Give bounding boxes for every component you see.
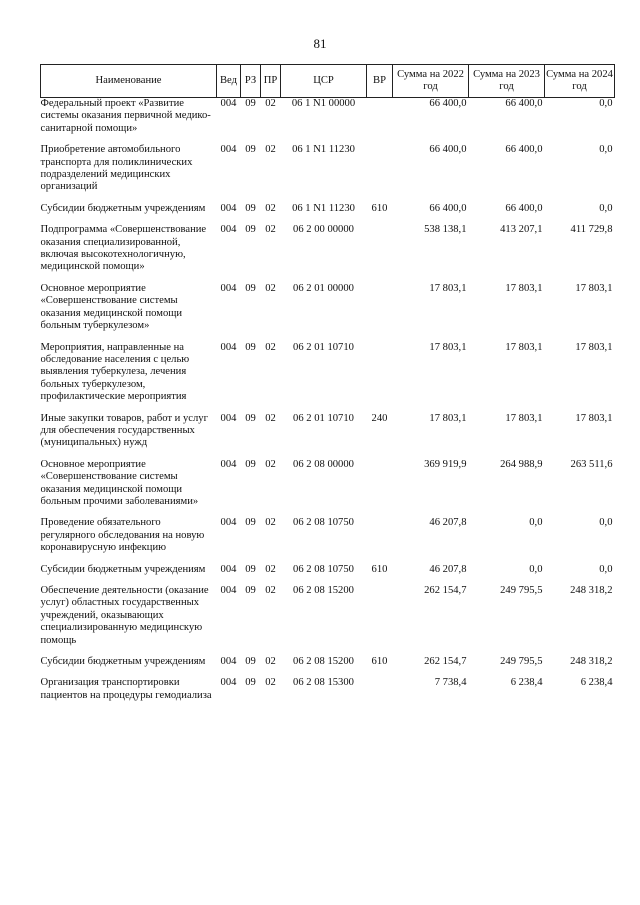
cell-rz: 09 <box>245 517 256 529</box>
table-row <box>41 459 615 518</box>
header-ved: Вед <box>217 65 241 98</box>
cell-sum-2024: 411 729,8 <box>570 224 613 236</box>
cell-sum-2023: 17 803,1 <box>505 282 543 294</box>
cell-ved: 004 <box>220 144 237 156</box>
cell-rz: 09 <box>245 202 256 214</box>
cell-ved: 004 <box>220 563 237 575</box>
cell-ved: 004 <box>220 224 237 236</box>
cell-pr: 02 <box>265 677 276 689</box>
cell-rz: 09 <box>245 458 256 470</box>
cell-name: Приобретение автомобильного транспорта для поликлинических подразделений медицинских организаций <box>40 144 193 193</box>
header-sum-2022: Сумма на 2022 год <box>393 65 469 98</box>
cell-vr: 610 <box>371 656 388 668</box>
cell-ved: 004 <box>220 341 237 353</box>
cell-name: Подпрограмма «Совершенствование оказания специализированной, включая высокотехнологичную, медицинской помощи» <box>40 224 207 273</box>
budget-table <box>40 64 615 711</box>
cell-sum-2023: 66 400,0 <box>505 98 543 109</box>
cell-ved: 004 <box>220 98 237 109</box>
cell-vr: 610 <box>371 202 388 214</box>
cell-rz: 09 <box>245 656 256 668</box>
cell-ved: 004 <box>220 282 237 294</box>
cell-name: Федеральный проект «Развитие системы оказания первичной медико-санитарной помощи» <box>40 98 211 134</box>
cell-sum-2022: 538 138,1 <box>424 224 467 236</box>
cell-ved: 004 <box>220 412 237 424</box>
header-rz: РЗ <box>241 65 261 98</box>
cell-vr <box>367 585 393 656</box>
cell-sum-2022: 46 207,8 <box>429 563 467 575</box>
cell-ved: 004 <box>220 656 237 668</box>
cell-sum-2024: 0,0 <box>599 144 613 156</box>
table-row <box>41 342 615 413</box>
cell-pr: 02 <box>265 224 276 236</box>
cell-sum-2022: 66 400,0 <box>429 144 467 156</box>
cell-sum-2024: 17 803,1 <box>575 341 613 353</box>
cell-rz: 09 <box>245 224 256 236</box>
header-sum-2023: Сумма на 2023 год <box>469 65 545 98</box>
table-row <box>41 413 615 459</box>
cell-sum-2024: 6 238,4 <box>580 677 613 689</box>
table-body <box>41 98 615 712</box>
cell-name: Основное мероприятие «Совершенствование системы оказания медицинской помощи больным туберкулезом» <box>40 282 183 332</box>
cell-vr: 610 <box>371 563 388 575</box>
cell-name: Иные закупки товаров, работ и услуг для обеспечения государственных (муниципальных) нужд <box>40 412 208 449</box>
header-vr: ВР <box>367 65 393 98</box>
cell-sum-2022: 262 154,7 <box>424 656 467 668</box>
cell-sum-2024: 0,0 <box>599 98 613 109</box>
cell-vr: 240 <box>371 412 388 424</box>
cell-sum-2022: 66 400,0 <box>429 202 467 214</box>
cell-pr: 02 <box>265 144 276 156</box>
cell-ved: 004 <box>220 458 237 470</box>
cell-csr: 06 2 08 15300 <box>293 677 354 689</box>
cell-csr: 06 2 08 10750 <box>293 563 354 575</box>
table-row <box>41 677 615 711</box>
cell-rz: 09 <box>245 282 256 294</box>
cell-pr: 02 <box>265 98 276 109</box>
table-row <box>41 564 615 585</box>
cell-sum-2022: 17 803,1 <box>429 282 467 294</box>
cell-sum-2023: 0,0 <box>529 563 543 575</box>
cell-sum-2023: 6 238,4 <box>510 677 543 689</box>
cell-name: Субсидии бюджетным учреждениям <box>40 656 206 668</box>
cell-sum-2022: 7 738,4 <box>434 677 467 689</box>
cell-rz: 09 <box>245 412 256 424</box>
cell-name: Обеспечение деятельности (оказание услуг) областных государственных учреждений, оказывающих специализированную медицинскую помощь <box>40 585 209 646</box>
cell-csr: 06 2 08 15200 <box>293 656 354 668</box>
cell-sum-2023: 249 795,5 <box>500 656 543 668</box>
cell-rz: 09 <box>245 341 256 353</box>
table-row <box>41 585 615 656</box>
cell-pr: 02 <box>265 517 276 529</box>
cell-ved: 004 <box>220 202 237 214</box>
cell-ved: 004 <box>220 585 237 596</box>
cell-csr: 06 2 08 00000 <box>293 458 354 470</box>
cell-ved: 004 <box>220 517 237 529</box>
cell-csr: 06 2 01 10710 <box>293 341 354 353</box>
cell-sum-2022: 262 154,7 <box>424 585 467 596</box>
cell-vr <box>367 98 393 145</box>
cell-name: Субсидии бюджетным учреждениям <box>40 202 206 214</box>
cell-vr <box>367 224 393 283</box>
cell-sum-2023: 0,0 <box>529 517 543 529</box>
cell-sum-2022: 17 803,1 <box>429 341 467 353</box>
cell-vr <box>367 517 393 563</box>
cell-csr: 06 2 01 00000 <box>293 282 354 294</box>
header-pr: ПР <box>261 65 281 98</box>
table-row <box>41 224 615 283</box>
cell-sum-2024: 17 803,1 <box>575 282 613 294</box>
cell-sum-2023: 249 795,5 <box>500 585 543 596</box>
cell-sum-2024: 263 511,6 <box>570 458 613 470</box>
cell-sum-2024: 0,0 <box>599 202 613 214</box>
cell-rz: 09 <box>245 144 256 156</box>
cell-csr: 06 1 N1 00000 <box>291 98 356 109</box>
table-header-row <box>41 65 615 98</box>
cell-pr: 02 <box>265 656 276 668</box>
table-row <box>41 283 615 342</box>
header-sum-2024: Сумма на 2024 год <box>545 65 615 98</box>
cell-pr: 02 <box>265 412 276 424</box>
cell-sum-2023: 66 400,0 <box>505 144 543 156</box>
cell-sum-2024: 248 318,2 <box>570 656 613 668</box>
table-row <box>41 656 615 677</box>
cell-sum-2024: 0,0 <box>599 517 613 529</box>
cell-sum-2024: 0,0 <box>599 563 613 575</box>
header-csr: ЦСР <box>281 65 367 98</box>
cell-sum-2022: 17 803,1 <box>429 412 467 424</box>
cell-rz: 09 <box>245 98 256 109</box>
cell-csr: 06 1 N1 11230 <box>292 202 355 214</box>
cell-sum-2023: 413 207,1 <box>500 224 543 236</box>
cell-sum-2023: 17 803,1 <box>505 412 543 424</box>
page-number: 81 <box>313 36 327 51</box>
cell-name: Мероприятия, направленные на обследование населения с целью выявления туберкулеза, лечения больных туберкулезом, профилактические мероприятия <box>40 341 190 403</box>
table-row <box>41 144 615 203</box>
cell-sum-2022: 46 207,8 <box>429 517 467 529</box>
header-name: Наименование <box>41 65 217 98</box>
table-row <box>41 98 615 145</box>
cell-sum-2023: 66 400,0 <box>505 202 543 214</box>
cell-ved: 004 <box>220 677 237 689</box>
cell-name: Субсидии бюджетным учреждениям <box>40 563 206 575</box>
cell-csr: 06 2 01 10710 <box>293 412 354 424</box>
cell-sum-2024: 248 318,2 <box>570 585 613 596</box>
table-row <box>41 203 615 224</box>
cell-csr: 06 2 08 10750 <box>293 517 354 529</box>
cell-sum-2023: 17 803,1 <box>505 341 543 353</box>
cell-csr: 06 2 08 15200 <box>293 585 354 596</box>
cell-name: Проведение обязательного регулярного обследования на новую коронавирусную инфекцию <box>40 517 205 554</box>
cell-name: Основное мероприятие «Совершенствование системы оказания медицинской помощи больным прочими заболеваниями» <box>40 458 199 507</box>
cell-pr: 02 <box>265 458 276 470</box>
cell-vr <box>367 144 393 203</box>
table-row <box>41 517 615 563</box>
cell-vr <box>367 342 393 413</box>
cell-csr: 06 1 N1 11230 <box>292 144 355 156</box>
cell-rz: 09 <box>245 677 256 689</box>
cell-sum-2022: 66 400,0 <box>429 98 467 109</box>
cell-sum-2022: 369 919,9 <box>424 458 467 470</box>
cell-pr: 02 <box>265 202 276 214</box>
cell-pr: 02 <box>265 585 276 596</box>
cell-name: Организация транспортировки пациентов на процедуры гемодиализа <box>40 677 212 701</box>
cell-rz: 09 <box>245 585 256 596</box>
cell-vr <box>367 283 393 342</box>
cell-sum-2024: 17 803,1 <box>575 412 613 424</box>
cell-csr: 06 2 00 00000 <box>293 224 354 236</box>
cell-vr <box>367 459 393 518</box>
cell-vr <box>367 677 393 711</box>
cell-sum-2023: 264 988,9 <box>500 458 543 470</box>
cell-pr: 02 <box>265 563 276 575</box>
cell-rz: 09 <box>245 563 256 575</box>
cell-pr: 02 <box>265 282 276 294</box>
cell-pr: 02 <box>265 341 276 353</box>
